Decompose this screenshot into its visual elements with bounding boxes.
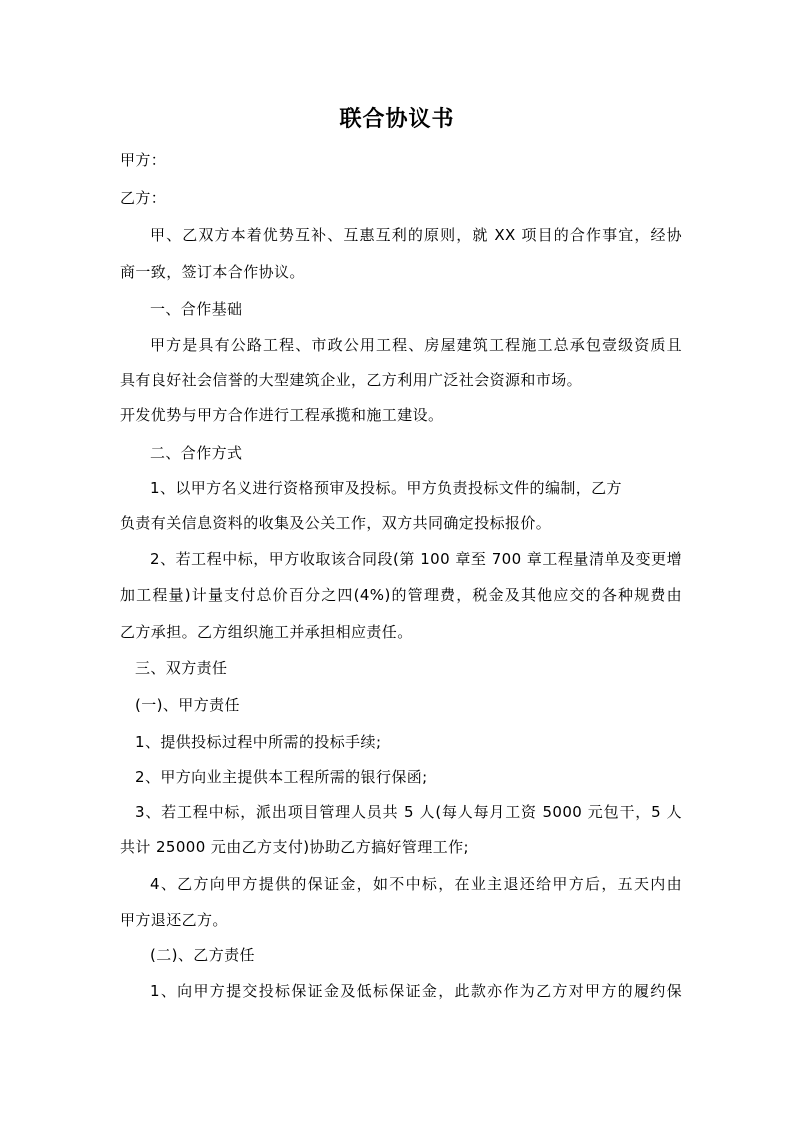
party-a-item-3-line-1: 3、若工程中标，派出项目管理人员共 5 人(每人每月工资 5000 元包干，5 人: [135, 803, 682, 821]
method-item-2-line-3: 乙方承担。乙方组织施工并承担相应责任。: [120, 623, 413, 641]
intro-line-2: 商一致，签订本合作协议。: [120, 263, 305, 281]
basis-line-3: 开发优势与甲方合作进行工程承揽和施工建设。: [120, 406, 444, 424]
section-heading-basis: 一、合作基础: [150, 300, 243, 318]
method-item-2-line-1: 2、若工程中标，甲方收取该合同段(第 100 章至 700 章工程量清单及变更增: [150, 550, 682, 568]
party-a-item-3-line-2: 共计 25000 元由乙方支付)协助乙方搞好管理工作;: [120, 838, 469, 856]
party-a-item-1: 1、提供投标过程中所需的投标手续;: [135, 733, 382, 751]
section-heading-responsibilities: 三、双方责任: [135, 659, 228, 677]
section-heading-method: 二、合作方式: [150, 444, 243, 462]
subheading-party-b: (二)、乙方责任: [150, 946, 255, 964]
party-a-item-2: 2、甲方向业主提供本工程所需的银行保函;: [135, 768, 428, 786]
party-a-item-4-line-2: 甲方退还乙方。: [120, 911, 228, 929]
method-item-1-line-2: 负责有关信息资料的收集及公关工作，双方共同确定投标报价。: [120, 514, 552, 532]
party-b-line: 乙方：: [120, 189, 167, 207]
basis-line-2: 具有良好社会信誉的大型建筑企业，乙方利用广泛社会资源和市场。: [120, 371, 583, 389]
method-item-2-line-2: 加工程量)计量支付总价百分之四(4%)的管理费，税金及其他应交的各种规费由: [120, 586, 682, 604]
method-item-1-line-1: 1、以甲方名义进行资格预审及投标。甲方负责投标文件的编制，乙方: [150, 479, 622, 497]
party-a-item-4-line-1: 4、乙方向甲方提供的保证金，如不中标，在业主退还给甲方后，五天内由: [150, 875, 682, 893]
party-a-line: 甲方：: [120, 151, 167, 169]
party-b-item-1-line-1: 1、向甲方提交投标保证金及低标保证金，此款亦作为乙方对甲方的履约保: [150, 982, 682, 1000]
intro-line-1: 甲、乙双方本着优势互补、互惠互利的原则，就 XX 项目的合作事宜，经协: [150, 226, 682, 244]
document-title: 联合协议书: [339, 106, 455, 132]
subheading-party-a: (一)、甲方责任: [135, 696, 240, 714]
basis-line-1: 甲方是具有公路工程、市政公用工程、房屋建筑工程施工总承包壹级资质且: [150, 336, 682, 354]
